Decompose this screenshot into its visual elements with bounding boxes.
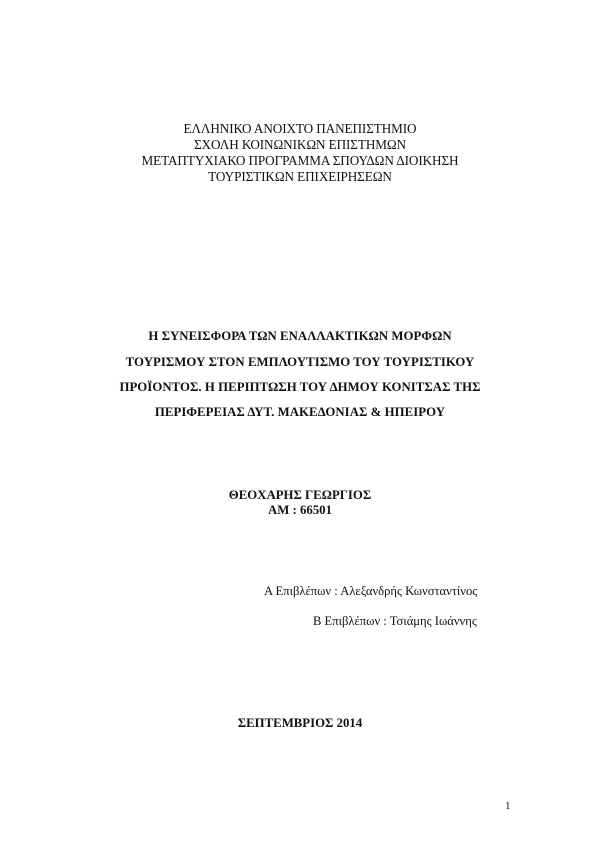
thesis-title-line-2: ΤΟΥΡΙΣΜΟΥ ΣΤΟΝ ΕΜΠΛΟΥΤΙΣΜΟ ΤΟΥ ΤΟΥΡΙΣΤΙΚΟΥ: [125, 355, 475, 369]
institution-line-program-cont: ΤΟΥΡΙΣΤΙΚΩΝ ΕΠΙΧΕΙΡΗΣΕΩΝ: [208, 169, 392, 184]
institution-line-university: ΕΛΛΗΝΙΚΟ ΑΝΟΙΧΤΟ ΠΑΝΕΠΙΣΤΗΜΙΟ: [183, 121, 417, 136]
submission-date: ΣΕΠΤΕΜΒΡΙΟΣ 2014: [237, 716, 363, 730]
thesis-title-line-3: ΠΡΟΪΟΝΤΟΣ. Η ΠΕΡΙΠΤΩΣΗ ΤΟΥ ΔΗΜΟΥ ΚΟΝΙΤΣΑΣ ΤΗΣ: [119, 380, 481, 394]
page-number: 1: [505, 800, 511, 812]
supervisor-a: Α Επιβλέπων : Αλεξανδρής Κωνσταντίνος: [264, 584, 478, 598]
thesis-title-line-4: ΠΕΡΙΦΕΡΕΙΑΣ ΔΥΤ. ΜΑΚΕΔΟΝΙΑΣ & ΗΠΕΙΡΟΥ: [154, 405, 446, 419]
institution-line-school: ΣΧΟΛΗ ΚΟΙΝΩΝΙΚΩΝ ΕΠΙΣΤΗΜΩΝ: [193, 137, 407, 152]
institution-line-program: ΜΕΤΑΠΤΥΧΙΑΚΟ ΠΡΟΓΡΑΜΜΑ ΣΠΟΥΔΩΝ ΔΙΟΙΚΗΣΗ: [141, 153, 459, 168]
author-name: ΘΕΟΧΑΡΗΣ ΓΕΩΡΓΙΟΣ: [228, 488, 372, 502]
thesis-title-line-1: Η ΣΥΝΕΙΣΦΟΡΑ ΤΩΝ ΕΝΑΛΛΑΚΤΙΚΩΝ ΜΟΡΦΩΝ: [148, 329, 452, 343]
student-id: ΑΜ : 66501: [268, 503, 332, 517]
supervisor-b: Β Επιβλέπων : Τσιάμης Ιωάννης: [313, 614, 477, 628]
